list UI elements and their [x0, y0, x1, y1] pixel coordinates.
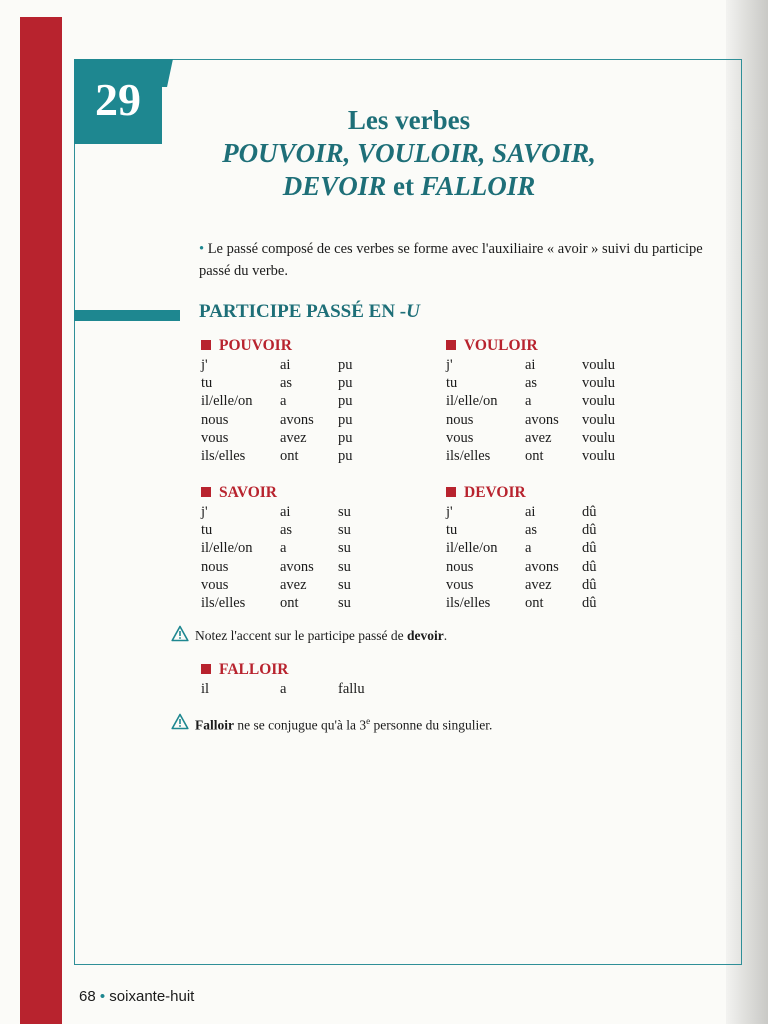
- conjugation-table: [446, 503, 597, 612]
- conjugation-table: [201, 680, 365, 698]
- table-row: nous avons voulu: [446, 411, 616, 428]
- table-row: ils/elles ont pu: [201, 448, 353, 465]
- table-row: j' ai voulu: [446, 357, 616, 373]
- square-bullet-icon: [201, 340, 211, 350]
- page-number-word: soixante-huit: [109, 988, 195, 1005]
- table-row: tu as su: [201, 522, 351, 539]
- verb-name: VOULOIR: [464, 337, 538, 354]
- verb-name: POUVOIR: [219, 337, 292, 354]
- table-row: il a fallu: [201, 681, 365, 697]
- verb-name: SAVOIR: [219, 484, 277, 501]
- table-row: vous avez pu: [201, 429, 353, 446]
- intro-text: Le passé composé de ces verbes se forme avec l'auxiliaire « avoir » suivi du participe passé du verbe.: [199, 241, 703, 279]
- table-row: nous avons dû: [446, 558, 597, 575]
- table-row: ils/elles ont voulu: [446, 448, 616, 465]
- title-line-3: DEVOIR et FALLOIR: [282, 171, 536, 201]
- conjugation-table: [446, 356, 615, 465]
- title-line-1: Les verbes: [347, 105, 471, 135]
- table-row: vous avez dû: [446, 576, 597, 593]
- conjugation-pouvoir: [201, 336, 353, 465]
- square-bullet-icon: [446, 487, 456, 497]
- table-row: vous avez su: [201, 576, 351, 593]
- conjugation-table: [201, 503, 351, 612]
- chapter-number: 29: [95, 74, 141, 125]
- verb-name: DEVOIR: [464, 484, 526, 501]
- intro-paragraph: [199, 238, 719, 282]
- bullet-icon: •: [199, 241, 205, 257]
- warning-icon: [171, 625, 189, 642]
- table-row: vous avez voulu: [446, 429, 616, 446]
- table-row: ils/elles ont su: [201, 595, 351, 612]
- table-row: il/elle/on a su: [201, 540, 351, 557]
- page-title: [180, 104, 638, 202]
- page-footer: [79, 988, 194, 1005]
- conjugation-falloir: [201, 660, 365, 698]
- table-row: tu as dû: [446, 522, 597, 539]
- conjugation-vouloir: [446, 336, 615, 465]
- section-title: PARTICIPE PASSÉ EN -U: [199, 301, 420, 322]
- square-bullet-icon: [201, 487, 211, 497]
- conjugation-table: [201, 356, 353, 465]
- table-row: il/elle/on a voulu: [446, 393, 616, 410]
- conjugation-devoir: [446, 483, 597, 612]
- table-row: il/elle/on a dû: [446, 540, 597, 557]
- table-row: nous avons pu: [201, 411, 353, 428]
- table-row: il/elle/on a pu: [201, 393, 353, 410]
- square-bullet-icon: [446, 340, 456, 350]
- conjugation-savoir: [201, 483, 351, 612]
- footer-dot: •: [99, 988, 106, 1005]
- square-bullet-icon: [201, 664, 211, 674]
- title-line-2: POUVOIR, VOULOIR, SAVOIR,: [222, 138, 596, 168]
- table-row: j' ai su: [201, 504, 351, 520]
- table-row: ils/elles ont dû: [446, 595, 597, 612]
- table-row: tu as voulu: [446, 375, 616, 392]
- chapter-badge: [74, 59, 162, 144]
- page-number: 68: [79, 988, 96, 1005]
- table-row: nous avons su: [201, 558, 351, 575]
- table-row: j' ai dû: [446, 504, 597, 520]
- verb-name: FALLOIR: [219, 661, 289, 678]
- table-row: tu as pu: [201, 375, 353, 392]
- page-edge-band: [20, 17, 62, 1024]
- table-row: j' ai pu: [201, 357, 353, 373]
- section-bar: [74, 310, 180, 321]
- warning-icon: [171, 713, 189, 730]
